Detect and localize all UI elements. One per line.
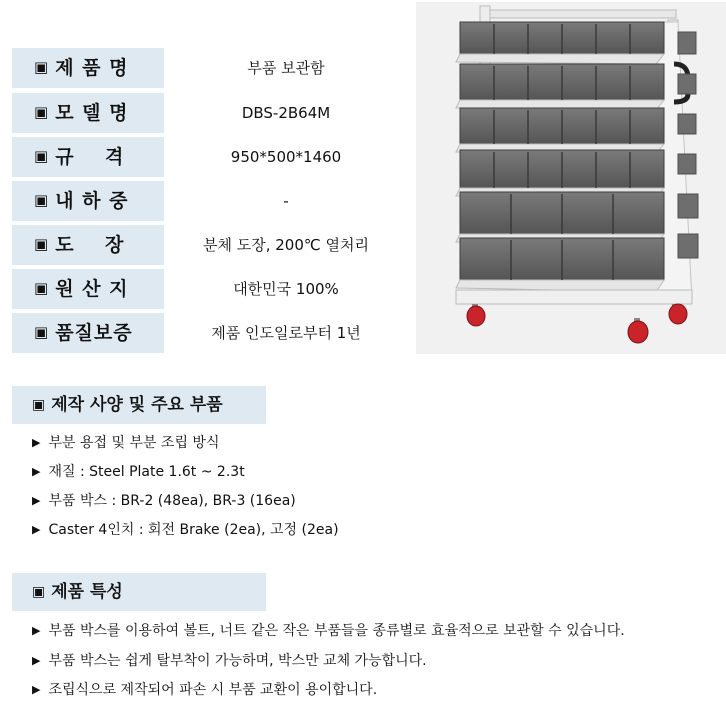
list-item: [32, 680, 377, 701]
spec-label-text: 규 격: [55, 146, 125, 168]
list-item: [32, 491, 296, 512]
arrow-right-icon: ▶: [32, 465, 41, 478]
spec-label-text: 원 산 지: [55, 278, 129, 300]
arrow-right-icon: ▶: [32, 494, 41, 507]
spec-value: DBS-2B64M: [241, 104, 331, 122]
spec-value: 제품 인도일로부터 1년: [211, 324, 361, 342]
spec-row-product-name: [12, 48, 392, 88]
spec-row-origin: [12, 269, 392, 309]
spec-value: -: [283, 192, 289, 210]
square-bullet-icon: ▣: [34, 58, 50, 76]
spec-label: [12, 269, 164, 309]
arrow-right-icon: ▶: [32, 624, 41, 637]
list-item: [32, 520, 339, 541]
spec-value: 분체 도장, 200℃ 열처리: [203, 236, 369, 254]
spec-row-coating: [12, 225, 392, 265]
square-bullet-icon: ▣: [34, 191, 50, 209]
spec-label-text: 제 품 명: [55, 57, 129, 79]
section-heading-features: [12, 573, 266, 611]
product-photo: [416, 2, 726, 354]
list-item-text: 조립식으로 제작되어 파손 시 부품 교환이 용이합니다.: [48, 682, 378, 698]
spec-label: [12, 181, 164, 221]
square-bullet-icon: ▣: [34, 279, 50, 297]
list-item: [32, 621, 625, 642]
spec-row-dimensions: [12, 137, 392, 177]
section-title: 제품 특성: [51, 582, 123, 602]
spec-label-text: 도 장: [55, 234, 125, 256]
section-heading-specs: [12, 386, 266, 424]
spec-label: [12, 93, 164, 133]
caster-wheels: [467, 304, 687, 343]
arrow-right-icon: ▶: [32, 523, 41, 536]
square-bullet-icon: ▣: [34, 147, 50, 165]
rack-top-bar: [486, 10, 676, 18]
square-bullet-icon: ▣: [34, 235, 50, 253]
spec-label-text: 모 델 명: [55, 102, 129, 124]
spec-value: 950*500*1460: [230, 148, 342, 166]
spec-label-text: 품질보증: [55, 322, 133, 344]
spec-label: [12, 48, 164, 88]
spec-row-model-name: [12, 93, 392, 133]
square-bullet-icon: ▣: [34, 103, 50, 121]
arrow-right-icon: ▶: [32, 654, 41, 667]
square-bullet-icon: ▣: [32, 584, 46, 600]
spec-value: 대한민국 100%: [233, 280, 339, 298]
spec-row-warranty: [12, 313, 392, 353]
square-bullet-icon: ▣: [34, 323, 50, 341]
list-item: [32, 651, 427, 672]
square-bullet-icon: ▣: [32, 397, 46, 413]
spec-label: [12, 313, 164, 353]
spec-value: 부품 보관함: [247, 59, 325, 77]
spec-label: [12, 225, 164, 265]
list-item-text: 부품 박스 : BR-2 (48ea), BR-3 (16ea): [48, 493, 296, 509]
list-item-text: 부품 박스를 이용하여 볼트, 너트 같은 작은 부품들을 종류별로 효율적으로 보관할 수 있습니다.: [48, 623, 625, 639]
list-item-text: 부품 박스는 쉽게 탈부착이 가능하며, 박스만 교체 가능합니다.: [48, 653, 427, 669]
spec-label: [12, 137, 164, 177]
list-item-text: 재질 : Steel Plate 1.6t ~ 2.3t: [48, 464, 245, 480]
list-item-text: Caster 4인치 : 회전 Brake (2ea), 고정 (2ea): [48, 522, 339, 538]
section-title: 제작 사양 및 주요 부품: [51, 395, 223, 415]
spec-row-load-capacity: [12, 181, 392, 221]
parts-bin-rack-illustration: [416, 2, 726, 354]
list-item: [32, 433, 219, 454]
list-item: [32, 462, 245, 483]
arrow-right-icon: ▶: [32, 436, 41, 449]
arrow-right-icon: ▶: [32, 683, 41, 696]
spec-label-text: 내 하 중: [55, 190, 129, 212]
rack-base: [456, 290, 692, 304]
list-item-text: 부분 용접 및 부분 조립 방식: [48, 435, 220, 451]
bin-tiers: [456, 22, 664, 292]
